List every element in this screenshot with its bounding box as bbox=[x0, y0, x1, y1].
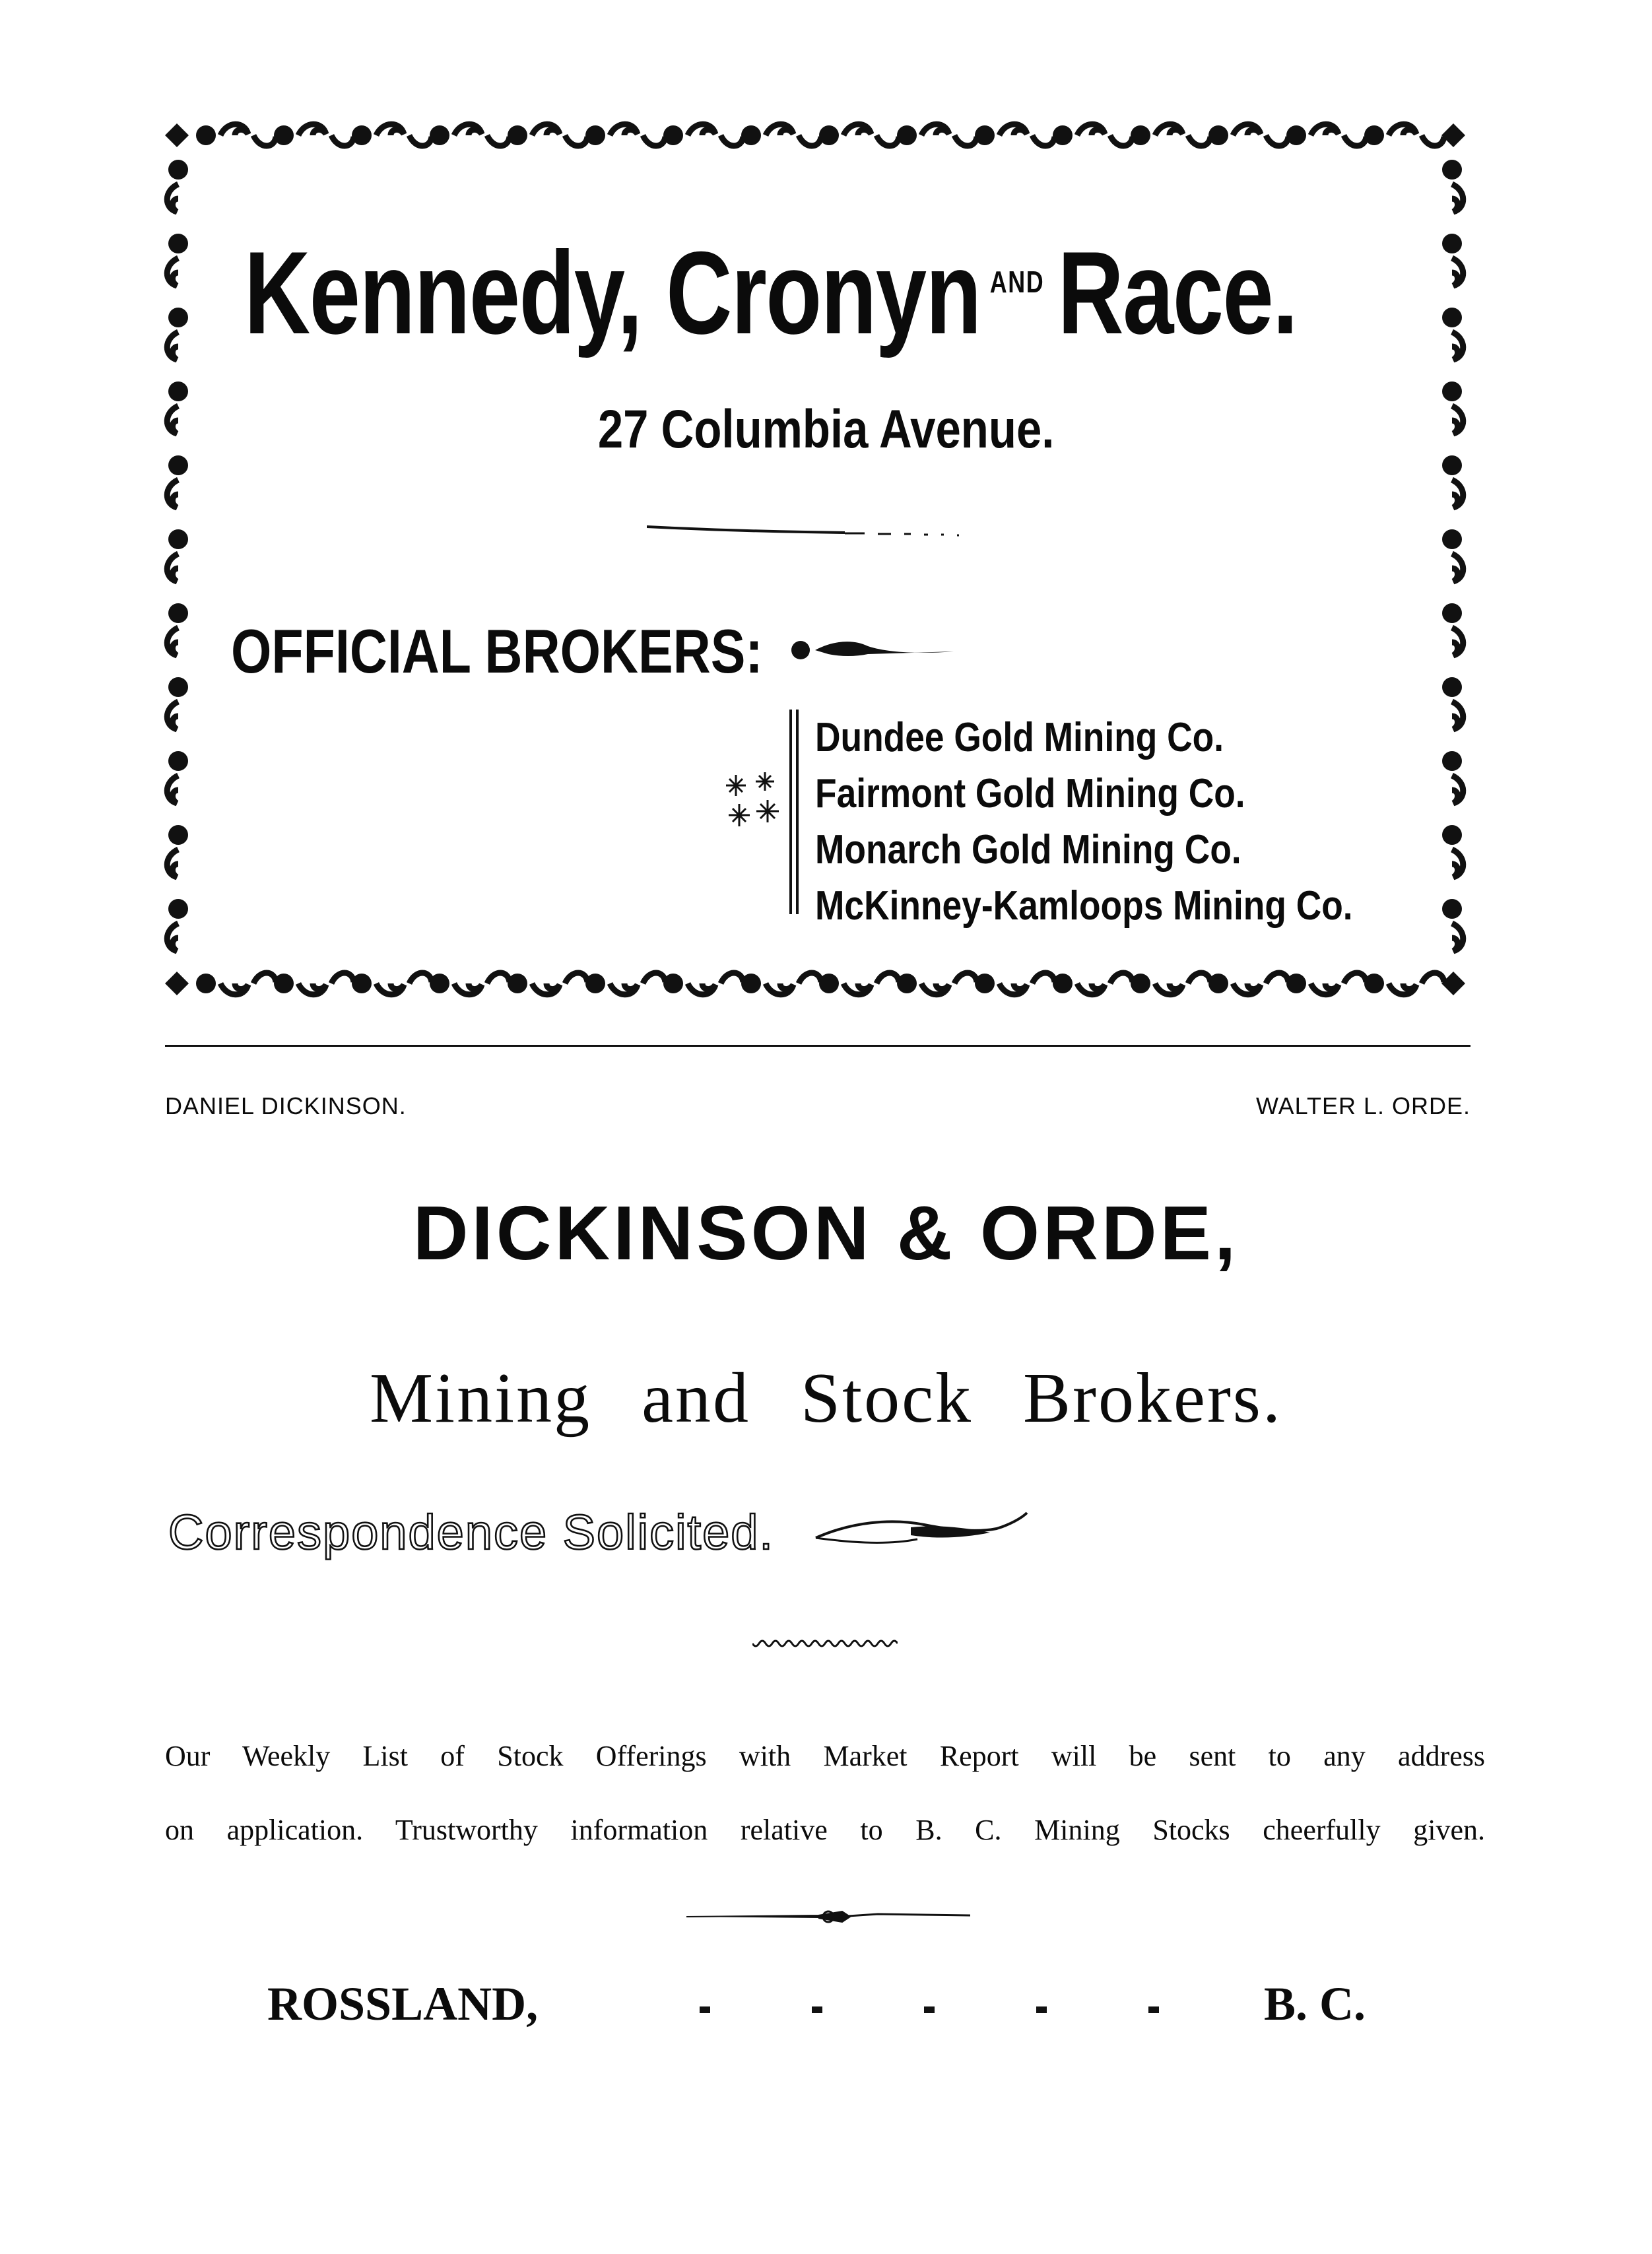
leader-dash bbox=[700, 2006, 710, 2013]
leader-dash bbox=[924, 2006, 935, 2013]
province-name: B. C. bbox=[1264, 1977, 1366, 2030]
dickinson-firm-title: DICKINSON & ORDE, bbox=[413, 1190, 1239, 1276]
address-text: 27 Columbia Avenue. bbox=[597, 399, 1055, 459]
paragraph-line: on application. Trustworthy information relative to B. C. Mining Stocks cheerfully given. bbox=[165, 1814, 1485, 1846]
partner-name-left: DANIEL DICKINSON. bbox=[165, 1092, 407, 1119]
top-ornament-border bbox=[158, 116, 1472, 155]
list-bracket-line bbox=[789, 710, 792, 914]
starburst-ornament bbox=[713, 766, 785, 838]
list-bracket-line bbox=[796, 710, 799, 914]
list-item: McKinney-Kamloops Mining Co. bbox=[815, 883, 1353, 929]
firm-connector: AND bbox=[989, 265, 1045, 299]
firm-tagline: Mining and Stock Brokers. bbox=[370, 1359, 1282, 1438]
bottom-ornament-border bbox=[158, 964, 1472, 1003]
kennedy-address bbox=[0, 399, 1652, 459]
leader-dash bbox=[1036, 2006, 1047, 2013]
address-divider-flourish bbox=[647, 521, 990, 541]
kennedy-firm-title bbox=[244, 227, 1298, 358]
section-divider-rule bbox=[165, 1045, 1470, 1047]
paragraph-line: Our Weekly List of Stock Offerings with Market Report will be sent to any address bbox=[165, 1740, 1485, 1772]
leader-dash bbox=[1148, 2006, 1159, 2013]
heading-pointer-flourish bbox=[789, 630, 954, 670]
ornamental-divider bbox=[686, 1901, 970, 1927]
official-brokers-heading: OFFICIAL BROKERS: bbox=[231, 616, 763, 686]
right-ornament-border bbox=[1432, 116, 1472, 1003]
company-list bbox=[815, 710, 1353, 934]
correspondence-line: Correspondence Solicited. bbox=[168, 1505, 774, 1560]
list-item: Fairmont Gold Mining Co. bbox=[815, 771, 1245, 816]
firm-name-start: Kennedy, Cronyn bbox=[244, 227, 981, 358]
list-item: Dundee Gold Mining Co. bbox=[815, 715, 1224, 760]
partner-name-right: WALTER L. ORDE. bbox=[1255, 1092, 1470, 1119]
firm-name-end: Race. bbox=[1057, 227, 1298, 358]
offerings-paragraph bbox=[165, 1719, 1485, 1867]
city-name: ROSSLAND, bbox=[267, 1977, 539, 2030]
quill-flourish bbox=[812, 1498, 1030, 1558]
leader-dash bbox=[812, 2006, 822, 2013]
wavy-divider bbox=[752, 1637, 898, 1650]
list-item: Monarch Gold Mining Co. bbox=[815, 827, 1241, 873]
left-ornament-border bbox=[158, 116, 198, 1003]
